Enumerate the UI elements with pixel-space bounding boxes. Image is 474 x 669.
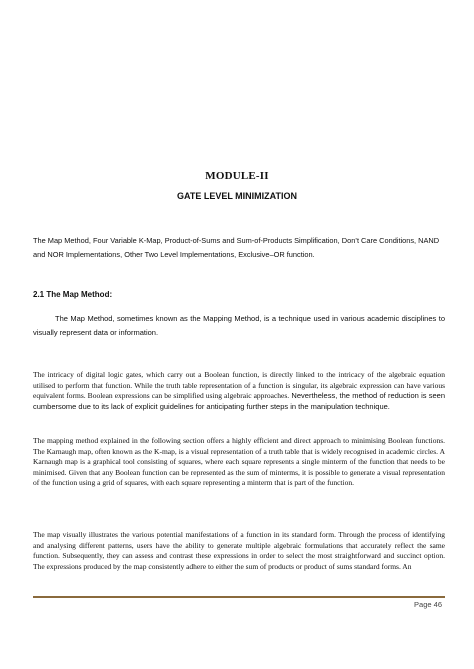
module-title: MODULE-II — [205, 170, 269, 182]
page-number: Page 46 — [414, 600, 442, 609]
paragraph-map-method-intro: The Map Method, sometimes known as the Mapping Method, is a technique used in various academic disciplines to visually represent data or information. — [33, 314, 445, 337]
paragraph-text-sans: Nevertheless, the method of reduction is seen cumbersome due to its lack of explicit guidelines for anticipating further steps in the manipulation technique. — [33, 391, 445, 411]
chapter-title: GATE LEVEL MINIMIZATION — [177, 191, 297, 201]
topics-list: The Map Method, Four Variable K-Map, Product-of-Sums and Sum-of-Products Simplification, Don’t Care Conditions, NAND and NOR Implementations, Other Two Level Implementations, Exclusive–OR function. — [33, 236, 440, 259]
paragraph-karnaugh-map: The mapping method explained in the following section offers a highly efficient and direct approach to minimising Boolean functions. The Karnaugh map, often known as the K-map, is a visual representation of a truth table that is widely recognised in academic circles. A Karnaugh map is a graphical tool consisting of squares, where each square represents a single minterm of the function that needs to be minimised. Given that any Boolean function can be represented as the sum of minterms, it is possible to generate a visual representation of the function using a grid of squares, with each square representing a minterm that is part of the function. — [33, 436, 445, 488]
paragraph-map-patterns: The map visually illustrates the various potential manifestations of a function in its standard form. Through the process of identifying and analysing different patterns, users have the ability to generate multiple algebraic formulations that accurately reflect the same function. Subsequently, they can assess and contrast these expressions in order to select the most straightforward and succinct option. The expressions produced by the map consistently adhere to either the sum of products or product of sums standard forms. An — [33, 530, 445, 571]
paragraph-text-serif: The intricacy of digital logic gates, which carry out a Boolean function, is directly linked to the intricacy of the algebraic equation utilised to perform that function. While the truth table representation of a function is singular, its algebraic expression can have various equivalent forms. Boolean expressions can be simplified using algebraic approaches. — [33, 370, 445, 401]
section-heading: 2.1 The Map Method: — [33, 290, 113, 299]
footer-divider — [33, 596, 445, 598]
paragraph-logic-gate-intricacy — [33, 370, 445, 412]
